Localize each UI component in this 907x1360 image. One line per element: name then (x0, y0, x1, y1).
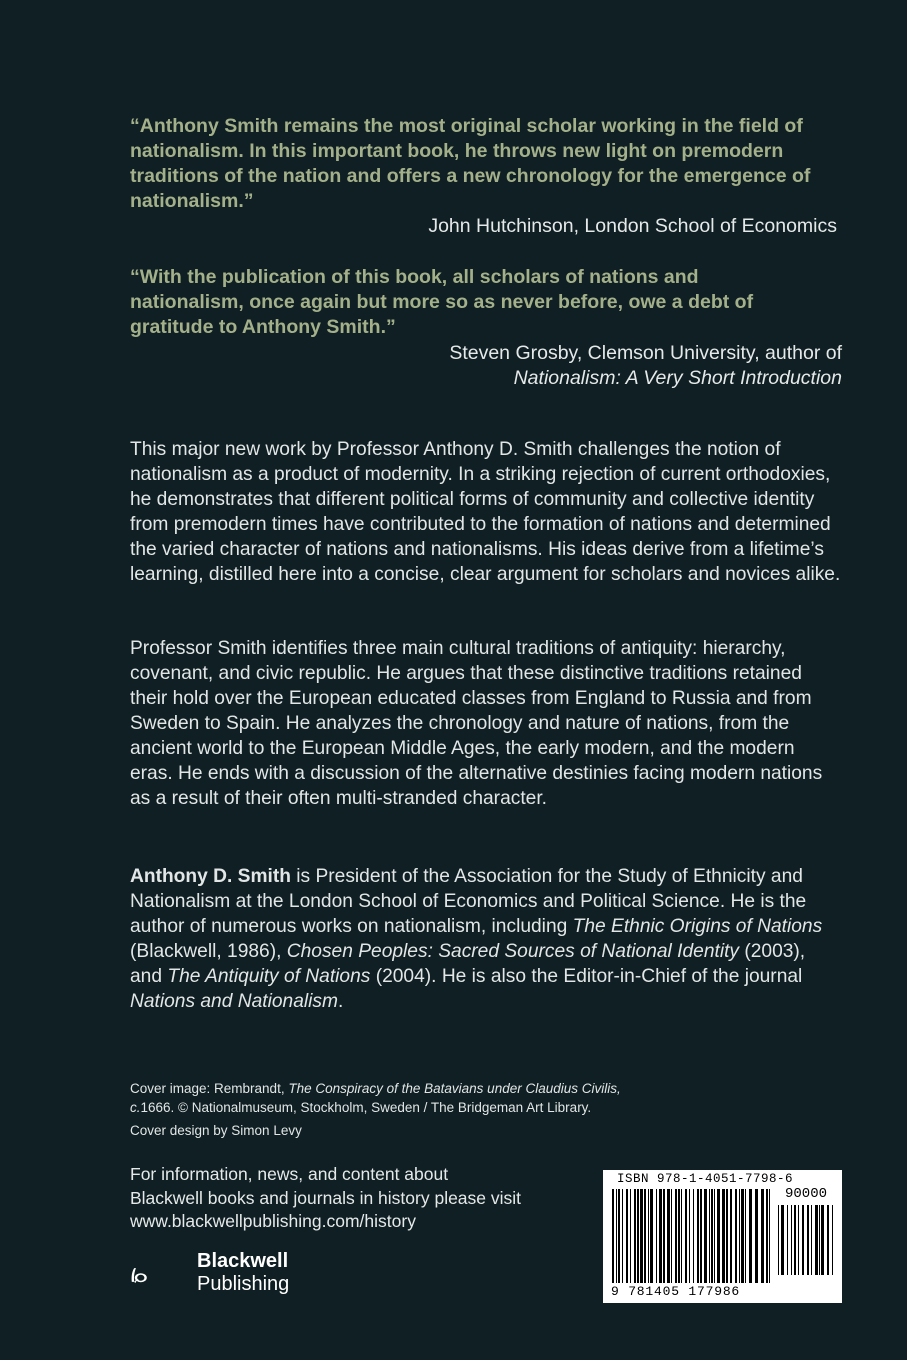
barcode-addon-bar (781, 1205, 784, 1275)
barcode-bar (739, 1189, 740, 1283)
isbn-label: ISBN 978-1-4051-7798-6 (617, 1172, 794, 1186)
barcode-bar (714, 1189, 715, 1283)
ean-digits: 9 781405 177986 (611, 1284, 741, 1299)
blackwell-b-logo-icon (130, 1246, 190, 1304)
barcode-bar (618, 1189, 620, 1283)
barcode-bar (685, 1189, 687, 1283)
barcode-bar (667, 1189, 670, 1283)
bio-text-1: is President of the Association for the Study of Ethnicity and Nationalism at the London School of Economics and Political Science. He is the author of numerous works on nationalism, including (130, 866, 807, 937)
cover-design-credit: Cover design by Simon Levy (130, 1123, 302, 1138)
barcode-bar (717, 1189, 720, 1283)
info-line-2: Blackwell books and journals in history please visit (130, 1187, 522, 1208)
barcode-bar (704, 1189, 707, 1283)
barcode-addon-bar (821, 1205, 824, 1275)
publisher-info (130, 1163, 521, 1234)
barcode-addon-bar (815, 1205, 818, 1275)
barcode-bar (637, 1189, 639, 1283)
credit-prefix: Cover image: Rembrandt, (130, 1081, 289, 1096)
barcode-bar (659, 1189, 662, 1283)
barcode-addon-bar (787, 1205, 788, 1275)
bio-journal: Nations and Nationalism (130, 991, 338, 1012)
barcode-bar (630, 1189, 631, 1283)
barcode-bar (749, 1189, 752, 1283)
barcode-bar (663, 1189, 665, 1283)
barcode-addon-bar (802, 1205, 804, 1275)
barcode-bar (755, 1189, 758, 1283)
price-code: 90000 (785, 1186, 828, 1202)
quote-1-attribution: John Hutchinson, London School of Economics (428, 215, 837, 237)
publisher-name-line2: Publishing (197, 1273, 290, 1295)
barcode-bar (700, 1189, 702, 1283)
barcode-icon (610, 1189, 838, 1283)
barcode-addon-bar (807, 1205, 809, 1275)
barcode-bar (681, 1189, 682, 1283)
bio-book-3: The Antiquity of Nations (167, 966, 371, 987)
barcode-bar (726, 1189, 728, 1283)
barcode-addon-bar (791, 1205, 792, 1275)
barcode-bar (697, 1189, 699, 1283)
quote-2-attribution-book: Nationalism: A Very Short Introduction (513, 367, 842, 389)
barcode-addon-bar (827, 1205, 829, 1275)
barcode-bar (626, 1189, 628, 1283)
barcode-bar (741, 1189, 744, 1283)
publisher-name (197, 1250, 289, 1296)
barcode-bar (640, 1189, 643, 1283)
barcode-bar (616, 1189, 617, 1283)
barcode-bar (678, 1189, 680, 1283)
bio-book-1: The Ethnic Origins of Nations (572, 916, 823, 937)
barcode-bar (689, 1189, 690, 1283)
barcode-bar (671, 1189, 672, 1283)
barcode-bar (693, 1189, 694, 1283)
barcode-bar (648, 1189, 649, 1283)
barcode-bar (711, 1189, 713, 1283)
description-paragraph-1: This major new work by Professor Anthony D. Smith challenges the notion of nationalism as a product of modernity. In a striking rejection of current orthodoxies, he demonstrates that different political forms of community and collective identity from premodern times have contributed to the formation of nations and determined the varied character of nations and nationalisms. His ideas derive from a lifetime’s learning, distilled here into a concise, clear argument for scholars and novices alike. (130, 439, 841, 585)
barcode-bar (709, 1189, 710, 1283)
barcode-addon-bar (811, 1205, 812, 1275)
credit-circa: c. (130, 1099, 141, 1115)
barcode-bar (766, 1189, 768, 1283)
bio-text-5: . (337, 991, 344, 1012)
barcode-bar (656, 1189, 657, 1283)
quote-2: “With the publication of this book, all scholars of nations and nationalism, once again but more so as never before, owe a debt of gratitude to Anthony Smith.” (130, 266, 754, 338)
barcode-bar (735, 1189, 737, 1283)
barcode-bar (730, 1189, 732, 1283)
barcode-addon-bar (798, 1205, 799, 1275)
barcode-bar (769, 1189, 770, 1283)
barcode-bar (622, 1189, 623, 1283)
barcode-bar (612, 1189, 614, 1283)
credit-rest: 1666. © Nationalmuseum, Stockholm, Sweden / The Bridgeman Art Library. (140, 1099, 592, 1115)
bio-book-2: Chosen Peoples: Sacred Sources of National Identity (286, 941, 740, 962)
barcode-addon-bar (778, 1205, 779, 1275)
barcode-addon-bar (794, 1205, 796, 1275)
credit-painting: The Conspiracy of the Batavians under Claudius Civilis, (288, 1081, 621, 1096)
barcode-bar (644, 1189, 646, 1283)
bio-text-2: (Blackwell, 1986), (130, 941, 287, 962)
info-url[interactable]: www.blackwellpublishing.com/history (130, 1211, 416, 1231)
barcode-bar (722, 1189, 725, 1283)
cover-image-credit (130, 1080, 690, 1117)
barcode-bar (761, 1189, 764, 1283)
bio-text-4: (2004). He is also the Editor-in-Chief of the journal (370, 966, 803, 987)
quote-2-attribution: Steven Grosby, Clemson University, author of (449, 342, 842, 364)
quote-1: “Anthony Smith remains the most original scholar working in the field of nationalism. In this important book, he throws new light on premodern traditions of the nation and offers a new chronology for the emergence of nationalism.” (130, 115, 811, 212)
barcode-addon-bar (819, 1205, 820, 1275)
barcode-addon-bar (832, 1205, 833, 1275)
barcode-bar (675, 1189, 677, 1283)
bio-text-3: (2003), and (130, 941, 806, 987)
info-line-1: For information, news, and content about (130, 1164, 449, 1184)
author-bio (130, 864, 830, 1014)
barcode-bar (650, 1189, 653, 1283)
barcode-bar (634, 1189, 636, 1283)
author-name: Anthony D. Smith (130, 866, 291, 887)
publisher-name-line1: Blackwell (197, 1250, 289, 1272)
description-paragraph-2: Professor Smith identifies three main cultural traditions of antiquity: hierarchy, covenant, and civic republic. He argues that these distinctive traditions retained their hold over the European educated classes from England to Russia and from Sweden to Spain. He analyzes the chronology and nature of nations, from the ancient world to the European Middle Ages, the early modern, and the modern eras. He ends with a discussion of the alternative destinies facing modern nations as a result of their often multi-stranded character. (130, 638, 823, 809)
barcode-bar (745, 1189, 746, 1283)
